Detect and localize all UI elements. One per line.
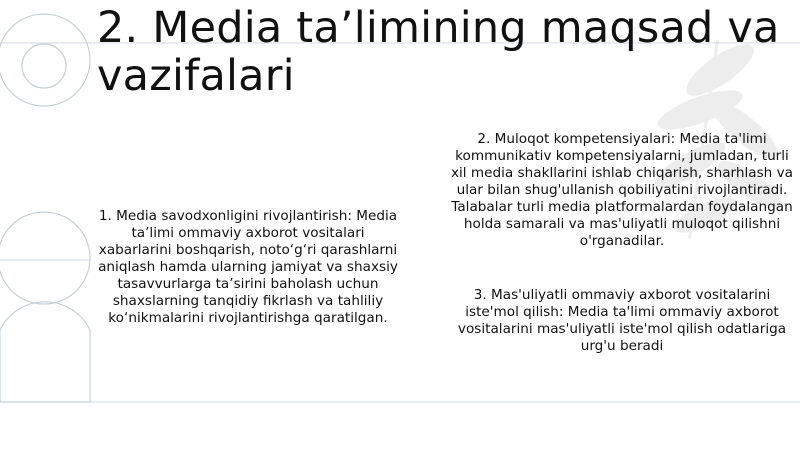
deco-circle-small-top — [22, 44, 66, 88]
slide-title: 2. Media ta’limining maqsad va vazifalari — [97, 3, 780, 101]
text-block-responsible-consumption: 3. Mas'uliyatli ommaviy axborot vositalarini iste'mol qilish: Media ta'limi ommaviy axborot vositalarini mas'uliyatli iste'mol qilish odatlariga urg'u beradi — [457, 287, 787, 354]
deco-circle-large-bottom — [0, 212, 90, 304]
deco-arc-bottom — [0, 302, 90, 402]
text-block-media-literacy: 1. Media savodxonligini rivojlantirish: Media ta’limi ommaviy axborot vositalari xabarlarini boshqarish, noto‘g‘ri qarashlarni aniqlash hamda ularning jamiyat va shaxsiy tasavvurlarga ta’sirini baholash uchun shaxslarning tanqidiy fikrlash va tahliliy ko‘nikmalarini rivojlantirishga qaratilgan. — [98, 208, 398, 326]
text-block-communication: 2. Muloqot kompetensiyalari: Media ta'limi kommunikativ kompetensiyalarni, jumladan, turli xil media shakllarini ishlab chiqarish, sharhlash va ular bilan shug'ullanish qobiliyatini rivojlantiradi. Talabalar turli media platformalardan foydalangan holda samarali va mas'uliyatli muloqot qilishni o'rganadilar. — [450, 131, 793, 249]
deco-circle-large-top — [0, 14, 90, 106]
